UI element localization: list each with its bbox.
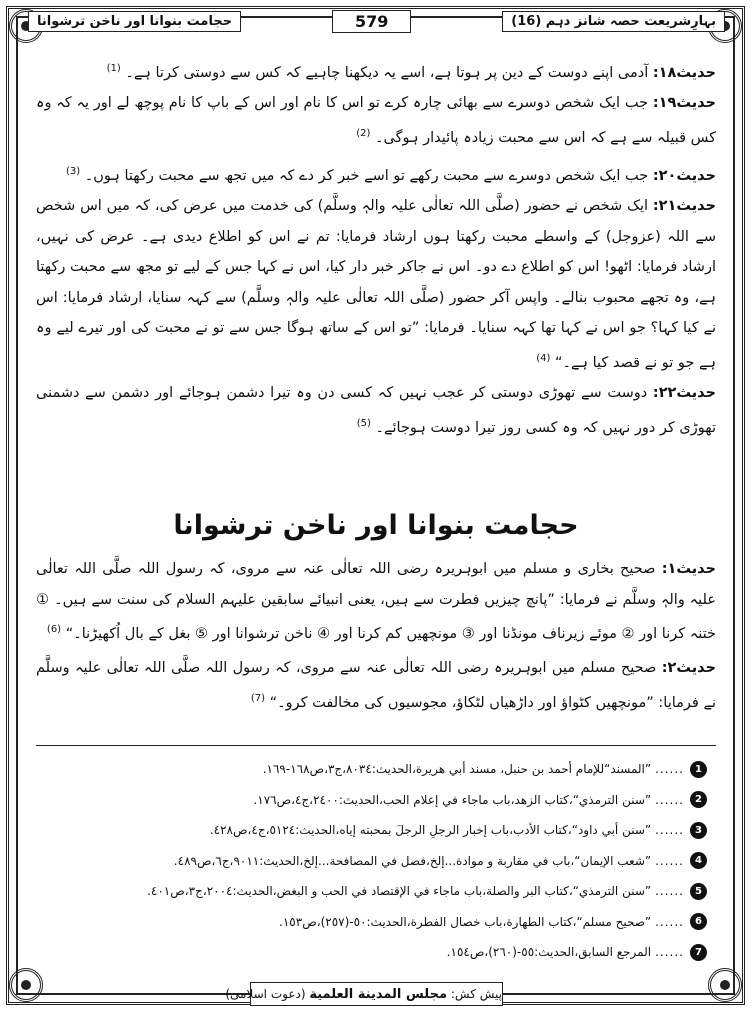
- hadith-21: [36, 191, 716, 378]
- footnote-number: 4: [690, 852, 707, 869]
- publisher-footer: [225, 982, 503, 1006]
- hadith-20: [36, 157, 716, 191]
- footnote-item: [47, 907, 707, 938]
- publisher-name: مجلس المدينة العلمية: [309, 987, 448, 1002]
- footnote-ref: (7): [250, 692, 266, 704]
- footnote-item: [47, 754, 707, 785]
- leader-dots: ......: [655, 914, 684, 929]
- footnote-number: 7: [690, 944, 707, 961]
- leader-dots: ......: [655, 884, 684, 899]
- footnote-text: ”سنن الترمذي“،كتاب البر والصلة،باب ماجاء في الإقتصاد في الحب و البغض،الحديث:٢٠٠٤،ج٣،ص٤٠١.: [147, 884, 652, 899]
- footnote-ref: (6): [46, 624, 62, 635]
- footnote-text: ”شعب الإيمان“،باب في مقاربة و موادة...إلخ،فصل في المصافحة...إلخ،الحديث:٩٠١١،ج٦،ص٤٨٩.: [173, 853, 652, 868]
- hadith-list-part1: [36, 54, 716, 443]
- hadith-label: حدیث۲۰:: [652, 167, 716, 184]
- hadith-text: صحیح بخاری و مسلم میں ابوہریرہ رضی اللہ تعالٰی عنہ سے مروی، کہ رسول اللہ صلَّی اللہ تعالٰی علیہ والہٖ وسلَّم نے فرمایا: ”پانچ چیزیں فطرت سے ہیں، یعنی انبیائے سابقین علیہم السلام کی سنت سے ہیں۔ ① ختنہ کرنا اور ② موئے زیرناف مونڈنا اور ③ مونچھیں کم کرنا اور ④ ناخن ترشوانا اور ⑤ بغل کے بال اُکھیڑنا۔“: [36, 561, 716, 642]
- footnote-item: [47, 785, 707, 816]
- hadith-1: [36, 554, 716, 649]
- footnote-number: 5: [690, 883, 707, 900]
- leader-dots: ......: [655, 853, 684, 868]
- page-header: [28, 8, 725, 34]
- leader-dots: ......: [655, 792, 684, 807]
- footnote-ref: (4): [536, 352, 551, 364]
- footer-prefix: پیش کش:: [450, 987, 502, 1001]
- page-number: 579: [332, 10, 411, 33]
- footnote-item: [47, 876, 707, 907]
- hadith-text: ایک شخص نے حضور (صلَّی اللہ تعالٰی علیہ والہٖ وسلَّم) کی خدمت میں عرض کی، کہ میں اس شخص سے اللہ (عزوجل) کے واسطے محبت رکھتا ہوں ارشاد فرمایا: تم نے اس کو اطلاع دیدی ہے۔ عرض کی نہیں، ارشاد فرمایا: اٹھو! اس کو اطلاع دے دو۔ اس نے جاکر خبر دار کیا، اس نے کہا جس کے لیے تو مجھ سے محبت رکھتا ہے، وہ تجھے محبوب بنالے۔ واپس آکر حضور (صلَّی اللہ تعالٰی علیہ والہٖ وسلَّم) سے کہہ سنایا، ارشاد فرمایا: اس نے کیا کہا؟ جو اس نے کہا تھا کہہ سنایا۔ فرمایا: ”تو اس کے ساتھ ہوگا جس سے تو نے محبت کی اور تیرے لیے وہ ہے جو تو نے قصد کیا ہے۔“: [36, 198, 716, 371]
- hadith-text: صحیح مسلم میں ابوہریرہ رضی اللہ تعالٰی عنہ سے مروی، کہ رسول اللہ صلَّی اللہ تعالٰی علیہ وسلَّم نے فرمایا: ”مونچھیں کٹواؤ اور داڑھیاں لٹکاؤ، مجوسیوں کی مخالفت کرو۔“: [36, 660, 716, 711]
- chapter-title-box: حجامت بنوانا اور ناخن ترشوانا: [28, 11, 241, 32]
- footnote-text: ”سنن الترمذي“،كتاب الزهد،باب ماجاء في إعلام الحب،الحديث:٢٤٠٠،ج٤،ص١٧٦.: [253, 792, 652, 807]
- footnote-ref: (1): [106, 63, 121, 74]
- leader-dots: ......: [655, 945, 684, 960]
- leader-dots: ......: [655, 823, 684, 838]
- hadith-22: [36, 378, 716, 443]
- footnote-text: ”المسند“للإمام أحمد بن حنبل، مسند أبي هريرة،الحديث:٨٠٣٤،ج٣،ص١٦٨-١٦٩.: [262, 762, 652, 777]
- footnote-item: [47, 846, 707, 877]
- footnote-number: 1: [690, 761, 707, 778]
- footnote-number: 6: [690, 913, 707, 930]
- hadith-text: جب ایک شخص دوسرے سے بھائی چارہ کرے تو اس کا نام اور اس کے باپ کا نام پوچھ لے اور یہ کہ وہ کس قبیلہ سے ہے کہ اس سے محبت زیادہ پائیدار ہوگی۔: [36, 95, 716, 146]
- hadith-text: دوست سے تھوڑی دوستی کر عجب نہیں کہ کسی دن وہ تیرا دشمن ہوجائے اور دشمن سے دشمنی تھوڑی کر دور نہیں کہ وہ کسی روز تیرا دوست ہوجائے۔: [36, 385, 716, 436]
- hadith-label: حدیث۲:: [661, 660, 716, 677]
- hadith-2: [36, 653, 716, 718]
- hadith-text: آدمی اپنے دوست کے دین پر ہوتا ہے، اسے یہ دیکھنا چاہیے کہ کس سے دوستی کرتا ہے۔: [125, 64, 649, 81]
- footnote-text: المرجع السابق،الحديث:٥٥-(٢٦٠)،ص١٥٤.: [446, 945, 652, 960]
- hadith-label: حدیث۱:: [661, 561, 717, 577]
- footnote-text: ”صحيح مسلم“،كتاب الطهارة،باب خصال الفطرة،الحديث:٥٠-(٢٥٧)،ص١٥٣.: [279, 914, 652, 929]
- hadith-label: حدیث۲۲:: [652, 385, 717, 402]
- hadith-text: جب ایک شخص دوسرے سے محبت رکھے تو اسے خبر کر دے کہ میں تجھ سے محبت رکھتا ہوں۔: [84, 167, 649, 184]
- footnote-text: ”سنن أبي داود“،كتاب الأدب،باب إخبار الرجلِ الرجلَ بمحبته إياه،الحديث:٥١٢٤،ج٤،ص٤٢٨.: [209, 823, 652, 838]
- footnote-item: [47, 815, 707, 846]
- hadith-label: حدیث۱۸:: [652, 64, 716, 81]
- footer-suffix: (دعوت اسلامی): [225, 987, 306, 1001]
- section-title: حجامت بنوانا اور ناخن ترشوانا: [173, 510, 579, 541]
- hadith-19: [36, 88, 716, 153]
- footnote-item: [47, 937, 707, 968]
- footnote-ref: (3): [65, 166, 81, 178]
- footnote-number: 2: [690, 791, 707, 808]
- hadith-label: حدیث۱۹:: [652, 95, 716, 112]
- hadith-label: حدیث۲۱:: [652, 198, 716, 215]
- leader-dots: ......: [655, 762, 684, 777]
- footnote-ref: (2): [356, 127, 371, 139]
- hadith-list-part2: [36, 554, 716, 718]
- hadith-18: [36, 54, 716, 88]
- book-volume-box: بہارِشریعت حصہ شانز دہم (16): [502, 11, 725, 32]
- footnotes: [47, 754, 707, 968]
- footnote-divider: [36, 745, 716, 746]
- footnote-number: 3: [690, 822, 707, 839]
- footnote-ref: (5): [356, 417, 371, 429]
